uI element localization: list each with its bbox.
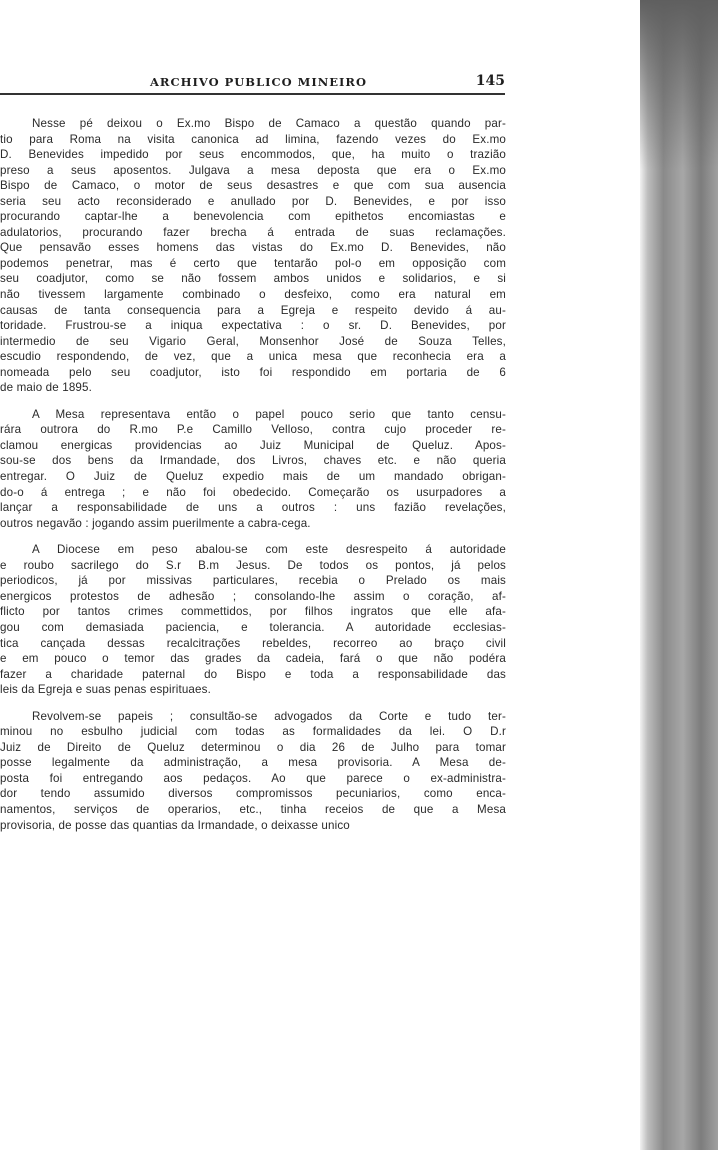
text-line: posta foi entregando aos pedaços. Ao que parece o ex-administra- <box>0 771 506 785</box>
text-line: do-o á entrega ; e não foi obedecido. Começarão os usurpadores a <box>0 485 506 499</box>
text-line: escudio respondendo, de vez, que a unica mesa que reconhecia era a <box>0 350 506 364</box>
text-line: entregar. O Juiz de Queluz expedio mais de um mandado obrigan- <box>0 470 506 484</box>
header-rule <box>0 93 505 95</box>
text-line: dor tendo assumido diversos compromissos pecuniarios, como enca- <box>0 787 506 801</box>
text-line: tio para Roma na visita canonica ad limina, fazendo vezes do Ex.mo <box>0 132 506 146</box>
text-line: seria seu acto reconsiderado e anullado por D. Benevides, e por isso <box>0 194 506 208</box>
text-line: podemos penetrar, mas é certo que tentarão pol-o em opposição com <box>0 256 506 270</box>
page-number: 145 <box>475 73 505 89</box>
text-line: lançar a responsabilidade de uns a outros : uns fazião revelações, <box>0 501 506 515</box>
text-line: D. Benevides impedido por seus encommodos, que, ha muito o trazião <box>0 148 506 162</box>
text-line: namentos, serviços de operarios, etc., tinha receios de que a Mesa <box>0 802 506 816</box>
text-line: e roubo sacrilego do S.r B.m Jesus. De todos os pontos, já pelos <box>0 558 506 572</box>
text-line: de maio de 1895. <box>0 381 92 395</box>
text-line: clamou energicas providencias ao Juiz Municipal de Queluz. Apos- <box>0 438 506 452</box>
paragraph <box>0 709 506 833</box>
text-line: energicos protestos de adhesão ; consolando-lhe assim o coração, af- <box>0 589 506 603</box>
text-line: sou-se dos bens da Irmandade, dos Livros, chaves etc. e não queria <box>0 454 506 468</box>
text-line: preso a seus aposentos. Julgava a mesa deposta que era o Ex.mo <box>0 163 506 177</box>
text-line: seu coadjutor, como se não fossem ambos unidos e solidarios, e si <box>0 272 506 286</box>
text-line: periodicos, já por missivas particulares, recebia o Prelado os mais <box>0 574 506 588</box>
text-line: A Mesa representava então o papel pouco serio que tanto censu- <box>32 407 506 421</box>
text-line: Que pensavão esses homens das vistas do Ex.mo D. Benevides, não <box>0 241 506 255</box>
text-line: gou com demasiada paciencia, e tolerancia. A autoridade ecclesias- <box>0 620 506 634</box>
text-line: Bispo de Camaco, o motor de seus desastres e que com sua ausencia <box>0 179 506 193</box>
paragraph <box>0 407 506 531</box>
text-line: Revolvem-se papeis ; consultão-se advogados da Corte e tudo ter- <box>32 709 506 723</box>
text-line: Nesse pé deixou o Ex.mo Bispo de Camaco a questão quando par- <box>32 117 506 130</box>
text-line: procurando captar-lhe a benevolencia com epithetos encomiastas e <box>0 210 506 224</box>
text-line: posse legalmente da administração, a mesa provisoria. A Mesa de- <box>0 756 506 770</box>
paragraph <box>0 116 506 396</box>
text-line: outros negavão : jogando assim puerilmente a cabra-cega. <box>0 516 311 530</box>
text-line: adulatorios, procurando fazer brecha á entrada de suas reclamações. <box>0 225 506 239</box>
page-header <box>0 75 505 95</box>
text-line: rára outrora do R.mo P.e Camillo Velloso, contra cujo proceder re- <box>0 423 506 437</box>
text-line: minou no esbulho judicial com todas as formalidades da lei. O D.r <box>0 725 506 739</box>
text-line: intermedio de seu Vigario Geral, Monsenhor José de Souza Telles, <box>0 334 506 348</box>
text-line: nomeada pelo seu coadjutor, isto foi respondido em portaria de 6 <box>0 365 506 379</box>
text-line: flicto por tantos crimes commettidos, por filhos ingratos que elle afa- <box>0 605 506 619</box>
running-title: ARCHIVO PUBLICO MINEIRO <box>150 75 367 89</box>
text-line: fazer a charidade paternal do Bispo e toda a responsabilidade das <box>0 667 506 681</box>
text-line: tica cançada dessas recalcitrações rebeldes, recorreo ao braço civil <box>0 636 506 650</box>
text-line: Juiz de Direito de Queluz determinou o dia 26 de Julho para tomar <box>0 740 506 754</box>
book-spine-edge <box>640 0 718 1150</box>
book-edge-shadow <box>640 0 718 170</box>
text-line: provisoria, de posse das quantias da Irmandade, o deixasse unico <box>0 818 350 832</box>
text-line: leis da Egreja e suas penas espirituaes. <box>0 683 211 697</box>
text-line: não tivessem largamente combinado o desfeixo, como era natural em <box>0 288 506 302</box>
text-line: causas de tanta consequencia para a Egreja e respeito devido á au- <box>0 303 506 317</box>
text-line: toridade. Frustrou-se a iniqua expectativa : o sr. D. Benevides, por <box>0 319 506 333</box>
paragraph <box>0 542 506 697</box>
body-text <box>0 116 506 844</box>
text-line: A Diocese em peso abalou-se com este desrespeito á autoridade <box>32 543 506 557</box>
text-line: e em pouco o temor das grades da cadeia, fará o que não podéra <box>0 652 506 666</box>
